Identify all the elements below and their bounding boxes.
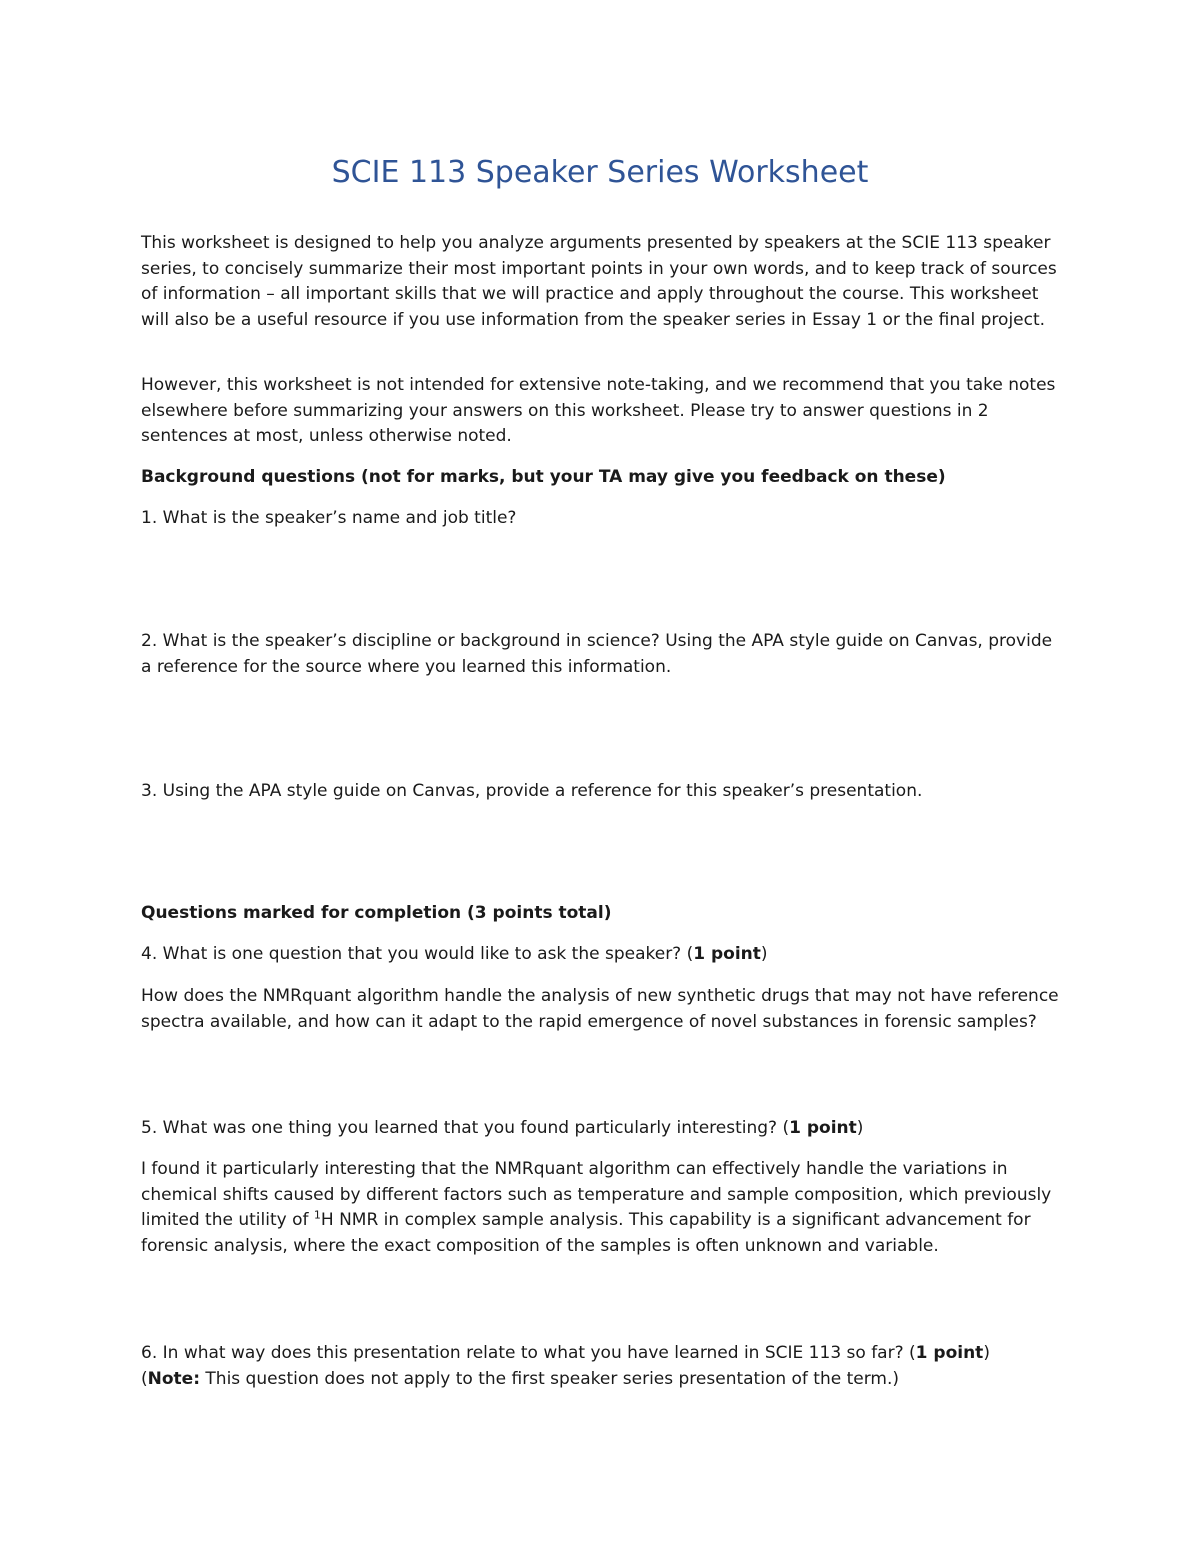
answer-5-superscript: 1 [313,1208,321,1222]
answer-5-after: H NMR in complex sample analysis. This capability is a significant advancement for forensic analysis, where the exact composition of the samples is often unknown and variable. [141,1210,1031,1256]
question-4-close: ) [760,944,768,964]
page-title: SCIE 113 Speaker Series Worksheet [331,155,869,190]
intro-paragraph-1: This worksheet is designed to help you analyze arguments presented by speakers at the SCIE 113 speaker series, to concisely summarize their most important points in your own words, and to keep track of sources of information – all important skills that we will practice and apply throughout the course. This worksheet will also be a useful resource if you use information from the speaker series in Essay 1 or the final project. [141,233,1057,330]
question-6-points: 1 point [915,1343,984,1363]
question-4-points: 1 point [693,944,761,964]
question-5 [141,1116,1066,1142]
question-6 [141,1341,1066,1392]
question-5-close: ) [856,1118,864,1138]
question-5-points: 1 point [789,1118,857,1138]
question-1: 1. What is the speaker’s name and job title? [141,508,517,528]
question-6-note-open: ( [141,1368,148,1389]
completion-heading: Questions marked for completion (3 points total) [141,903,612,923]
question-6-close: ) [983,1343,990,1363]
answer-4: How does the NMRquant algorithm handle the analysis of new synthetic drugs that may not have reference spectra available, and how can it adapt to the rapid emergence of novel substances in forensic samples? [141,986,1059,1032]
question-6-note-text: This question does not apply to the first speaker series presentation of the term.) [200,1368,900,1389]
answer-5-before: I found it particularly interesting that the NMRquant algorithm can effectively handle the variations in chemical shifts caused by different factors such as temperature and sample composition, which previously limited the utility of [141,1159,1052,1230]
background-heading: Background questions (not for marks, but your TA may give you feedback on these) [141,467,946,487]
intro-paragraph-2: However, this worksheet is not intended for extensive note-taking, and we recommend that you take notes elsewhere before summarizing your answers on this worksheet. Please try to answer questions in 2 sentences at most, unless otherwise noted. [141,375,1056,446]
question-4 [141,942,1066,968]
question-5-text: 5. What was one thing you learned that you found particularly interesting? ( [141,1118,790,1138]
answer-5 [141,1157,1066,1259]
question-6-note-label: Note: [147,1368,201,1389]
question-6-text: 6. In what way does this presentation relate to what you have learned in SCIE 113 so far? ( [141,1343,916,1363]
question-3: 3. Using the APA style guide on Canvas, provide a reference for this speaker’s presentation. [141,781,923,801]
question-4-text: 4. What is one question that you would like to ask the speaker? ( [141,944,694,964]
question-2: 2. What is the speaker’s discipline or background in science? Using the APA style guide on Canvas, provide a reference for the source where you learned this information. [141,631,1053,677]
